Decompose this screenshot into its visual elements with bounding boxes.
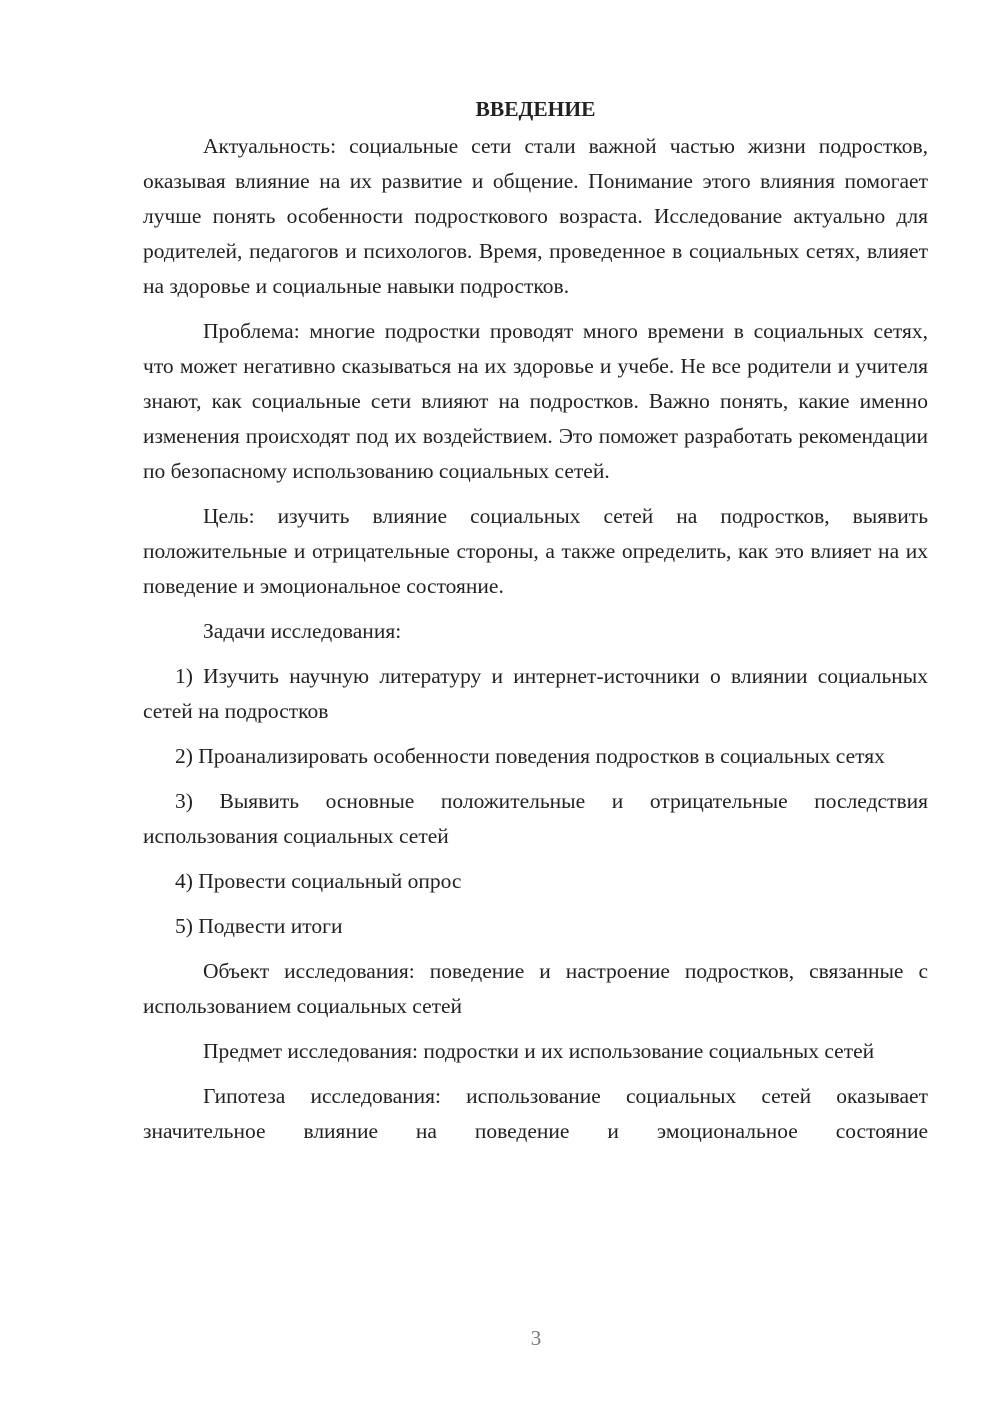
paragraph-relevance: Актуальность: социальные сети стали важной частью жизни подростков, оказывая влияние на их развитие и общение. Понимание этого влияния помогает лучше понять особенности подросткового возраста. Исследование актуально для родителей, педагогов и психологов. Время, проведенное в социальных сетях, влияет на здоровье и социальные навыки подростков. [143, 134, 928, 298]
page-number: 3 [530, 1326, 542, 1350]
paragraph-problem: Проблема: многие подростки проводят много времени в социальных сетях, что может негативно сказываться на их здоровье и учебе. Не все родители и учителя знают, как социальные сети влияют на подростков. Важно понять, какие именно изменения происходят под их воздействием. Это поможет разработать рекомендации по безопасному использованию социальных сетей. [143, 319, 928, 483]
paragraph-hypothesis: Гипотеза исследования: использование социальных сетей оказывает значительное влияние на поведение и эмоциональное состояние [143, 1084, 928, 1143]
task-item-5: 5) Подвести итоги [175, 914, 343, 938]
task-item-3: 3) Выявить основные положительные и отрицательные последствия использования социальных сетей [143, 789, 928, 848]
page-title: ВВЕДЕНИЕ [475, 97, 596, 121]
task-item-2: 2) Проанализировать особенности поведения подростков в социальных сетях [175, 744, 885, 768]
paragraph-goal: Цель: изучить влияние социальных сетей на подростков, выявить положительные и отрицательные стороны, а также определить, как это влияет на их поведение и эмоциональное состояние. [143, 504, 928, 598]
paragraph-subject: Предмет исследования: подростки и их использование социальных сетей [203, 1039, 875, 1063]
task-item-4: 4) Провести социальный опрос [175, 869, 462, 893]
paragraph-object: Объект исследования: поведение и настроение подростков, связанные с использованием социальных сетей [143, 959, 928, 1018]
task-item-1: 1) Изучить научную литературу и интернет-источники о влиянии социальных сетей на подростков [143, 664, 928, 723]
paragraph-tasks-heading: Задачи исследования: [203, 619, 402, 643]
document-page [143, 92, 928, 1159]
